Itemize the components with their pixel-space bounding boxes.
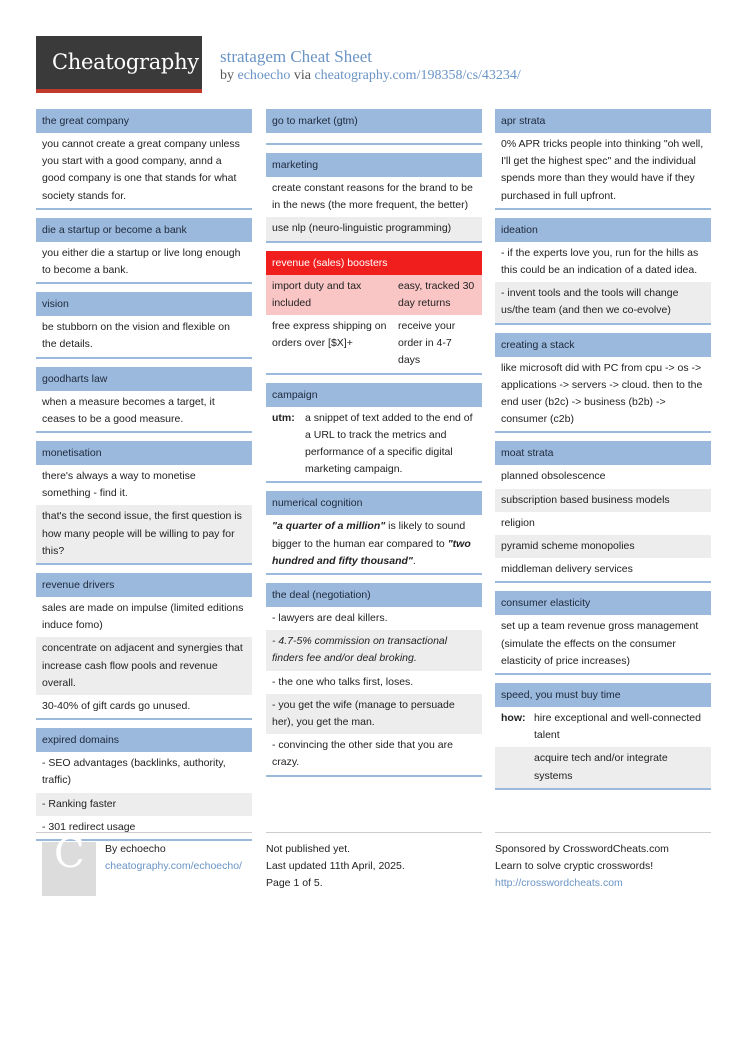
definition: acquire tech and/or integrate systems xyxy=(534,752,668,782)
block-great-company xyxy=(36,109,252,210)
definition-row xyxy=(495,747,711,787)
block-title: die a startup or become a bank xyxy=(36,218,252,242)
footer-status xyxy=(266,832,482,902)
block-title: revenue drivers xyxy=(36,573,252,597)
block-vision xyxy=(36,292,252,358)
block-row: planned obsolescence xyxy=(501,470,606,483)
empty-row xyxy=(266,133,482,143)
block-ideation xyxy=(495,218,711,325)
block-title: apr strata xyxy=(495,109,711,133)
block-apr-strata xyxy=(495,109,711,210)
block-row: - 4.7-5% commission on transactional finders fee and/or deal broking. xyxy=(266,630,482,670)
block-row: - convincing the other side that you are crazy. xyxy=(272,739,453,769)
block-row: concentrate on adjacent and synergies that increase cash flow pools and revenue overall. xyxy=(36,637,252,695)
block-title: ideation xyxy=(495,218,711,242)
quote-b: "two hundred and fifty thousand" xyxy=(272,537,471,567)
author-link[interactable]: echoecho xyxy=(237,68,291,83)
term: utm: xyxy=(272,411,295,424)
block-row: when a measure becomes a target, it ceases to be a good measure. xyxy=(42,395,215,425)
author-url-link[interactable]: cheatography.com/echoecho/ xyxy=(105,860,242,872)
term: how: xyxy=(501,712,526,725)
definition: a snippet of text added to the end of a URL to track the metrics and performance of a specific digital marketing campaign. xyxy=(305,411,473,476)
block-title: expired domains xyxy=(36,728,252,752)
block-title: consumer elasticity xyxy=(495,591,711,615)
table-cell: free express shipping on orders over [$X]+ xyxy=(272,320,387,350)
page-number: Page 1 of 5. xyxy=(266,877,323,889)
block-row: sales are made on impulse (limited editions induce fomo) xyxy=(42,602,244,632)
block-row: - Ranking faster xyxy=(36,793,252,816)
block-row: middleman delivery services xyxy=(501,563,633,576)
block-title: vision xyxy=(36,292,252,316)
sponsor-tagline: Learn to solve cryptic crosswords! xyxy=(495,860,654,872)
block-row: - if the experts love you, run for the hills as this could be an indication of a dated idea. xyxy=(501,246,699,277)
sheet-url-link[interactable]: cheatography.com/198358/cs/43234/ xyxy=(314,68,521,83)
block-marketing xyxy=(266,153,482,243)
author-info: By echoecho cheatography.com/echoecho/ xyxy=(105,841,242,875)
block-row: 0% APR tricks people into thinking "oh well, I'll get the highest spec" and the individual spends more than they would have if they purchased in full upfront. xyxy=(501,138,704,202)
block-title: campaign xyxy=(266,383,482,407)
block-row: you cannot create a great company unless you start with a good company, annd a good company is one that stands for what society stands for. xyxy=(42,138,240,202)
footer xyxy=(36,832,712,912)
table-cell: easy, tracked 30 day returns xyxy=(398,279,475,309)
block-row: - you get the wife (manage to persuade her), you get the man. xyxy=(266,694,482,734)
byline: by echoecho via cheatography.com/198358/cs/43234/ xyxy=(220,68,521,83)
block-title: the great company xyxy=(36,109,252,133)
table-row xyxy=(266,275,482,315)
block-title: monetisation xyxy=(36,441,252,465)
block-row: - 301 redirect usage xyxy=(42,820,136,833)
block-row: - SEO advantages (backlinks, authority, traffic) xyxy=(42,757,226,787)
column-3 xyxy=(495,109,711,798)
sponsor-name[interactable]: CrosswordCheats.com xyxy=(562,843,669,855)
block-title: goodharts law xyxy=(36,367,252,391)
block-numerical-cognition xyxy=(266,491,482,575)
block-title: speed, you must buy time xyxy=(495,683,711,707)
author-name[interactable]: echoecho xyxy=(120,843,166,855)
table-cell: import duty and tax included xyxy=(272,279,362,309)
table-row xyxy=(266,315,482,373)
definition-row xyxy=(266,407,482,482)
sponsor-url-link[interactable]: http://crosswordcheats.com xyxy=(495,877,623,889)
term-empty xyxy=(501,750,534,784)
block-monetisation xyxy=(36,441,252,565)
definition-row xyxy=(495,707,711,747)
block-row: you either die a startup or live long enough to become a bank. xyxy=(42,246,241,277)
table-cell: receive your order in 4-7 days xyxy=(398,320,456,367)
block-row: - the one who talks first, loses. xyxy=(272,675,414,688)
block-title: creating a stack xyxy=(495,333,711,357)
block-the-deal xyxy=(266,583,482,777)
block-title: the deal (negotiation) xyxy=(266,583,482,607)
block-row: be stubborn on the vision and flexible on the details. xyxy=(42,321,230,351)
block-row: subscription based business models xyxy=(495,489,711,512)
block-title: moat strata xyxy=(495,441,711,465)
block-row: create constant reasons for the brand to be in the news (the more frequent, the better) xyxy=(272,182,473,212)
block-revenue-boosters xyxy=(266,251,482,375)
block-title: numerical cognition xyxy=(266,491,482,515)
block-revenue-drivers xyxy=(36,573,252,720)
block-row: "a quarter of a million" is likely to sound bigger to the human ear compared to "two hundred and fifty thousand". xyxy=(272,520,471,567)
block-go-to-market xyxy=(266,109,482,145)
cheatography-logo[interactable]: Cheatography xyxy=(36,36,202,93)
block-row: - lawyers are deal killers. xyxy=(272,612,388,625)
block-moat-strata xyxy=(495,441,711,583)
block-row: use nlp (neuro-linguistic programming) xyxy=(266,217,482,240)
last-updated: Last updated 11th April, 2025. xyxy=(266,860,405,872)
block-expired-domains xyxy=(36,728,252,841)
block-row: pyramid scheme monopolies xyxy=(495,535,711,558)
block-speed-buy-time xyxy=(495,683,711,790)
column-2 xyxy=(266,109,482,785)
block-row: there's always a way to monetise something - find it. xyxy=(42,470,196,500)
block-row: 30-40% of gift cards go unused. xyxy=(42,700,191,713)
block-title: revenue (sales) boosters xyxy=(266,251,482,275)
block-goodharts-law xyxy=(36,367,252,433)
block-campaign xyxy=(266,383,482,484)
publish-status: Not published yet. xyxy=(266,843,351,855)
footer-sponsor: Sponsored by CrosswordCheats.com Learn to solve cryptic crosswords! http://crosswordcheats.com xyxy=(495,832,711,902)
quote-a: "a quarter of a million" xyxy=(272,520,386,533)
block-title: go to market (gtm) xyxy=(266,109,482,133)
column-1 xyxy=(36,109,252,849)
block-creating-stack xyxy=(495,333,711,434)
block-consumer-elasticity xyxy=(495,591,711,675)
definition: hire exceptional and well-connected talent xyxy=(534,712,701,742)
page-title: stratagem Cheat Sheet xyxy=(220,47,373,66)
block-title: marketing xyxy=(266,153,482,177)
block-row: like microsoft did with PC from cpu -> os -> applications -> servers -> cloud. then to the end user (b2c) -> business (b2b) -> consumer (c2b) xyxy=(501,361,703,426)
block-row: - invent tools and the tools will change us/the team (and then we co-evolve) xyxy=(495,282,711,322)
header xyxy=(36,36,716,94)
block-row: set up a team revenue gross management (simulate the effects on the consumer elasticity of price increases) xyxy=(501,620,699,667)
footer-author xyxy=(36,832,252,902)
block-row: that's the second issue, the first question is how many people will be willing to pay for this? xyxy=(36,505,252,563)
block-row: religion xyxy=(501,516,535,529)
block-startup-bank xyxy=(36,218,252,284)
author-avatar[interactable]: C xyxy=(42,842,96,896)
